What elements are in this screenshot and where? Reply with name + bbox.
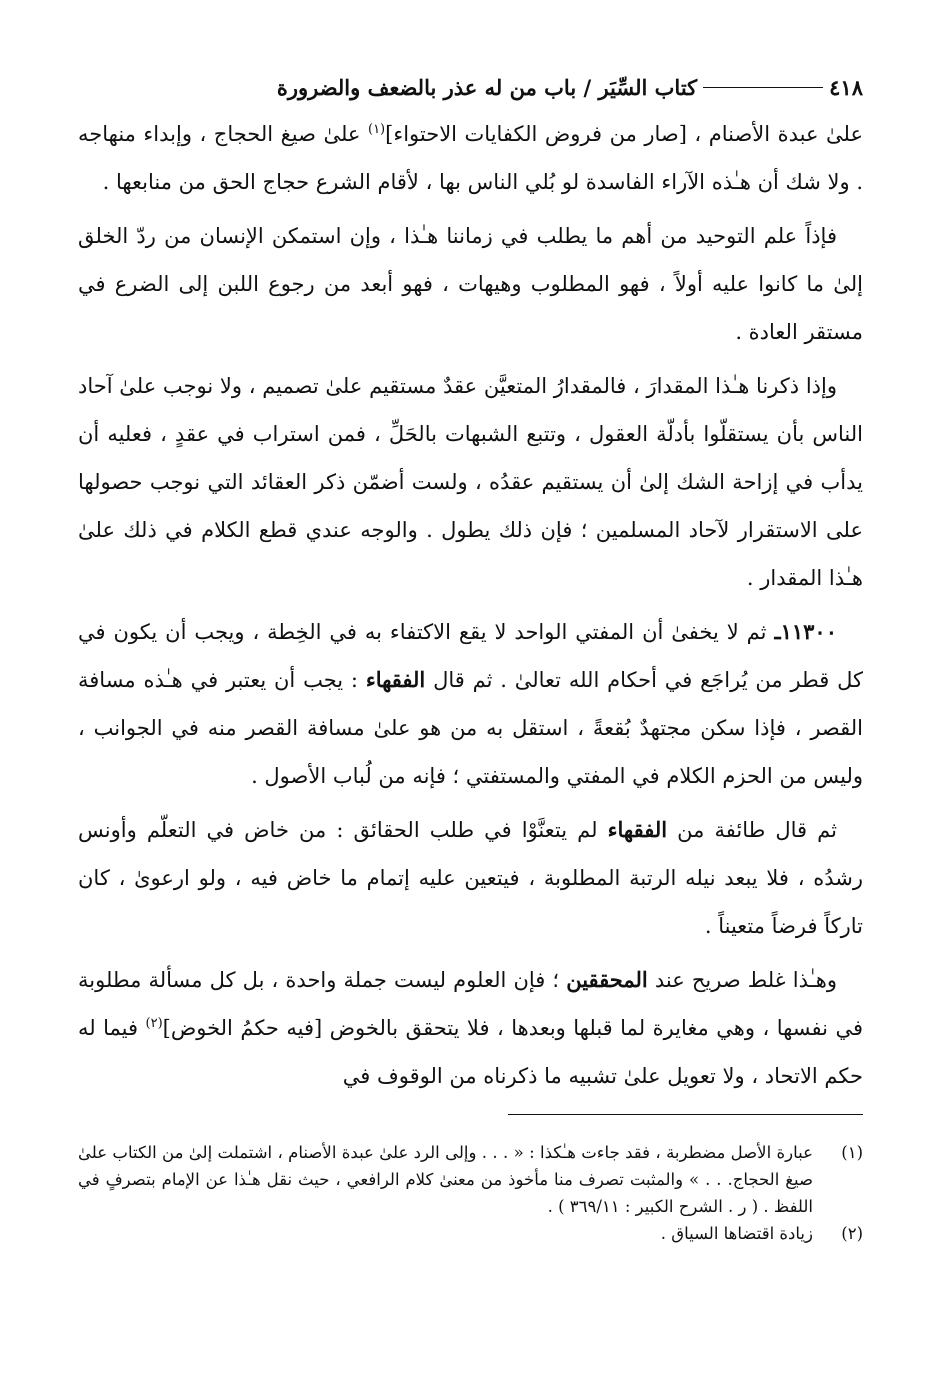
paragraph-2: فإذاً علم التوحيد من أهم ما يطلب في زماننا هـٰذا ، وإن استمكن الإنسان من ردّ الخلق إلىٰ ما كانوا عليه أولاً ، فهو المطلوب وهيهات ، فهو أبعد من رجوع اللبن إلى الضرع في مستقر العادة . [78,224,863,344]
footnote-reference-2[interactable]: (٢) [145,1016,163,1031]
paragraph-5: ثم قال طائفة من الفقهاء لم يتعنَّوْا في طلب الحقائق : من خاض في التعلّم وأونس رشدُه ، فلا يبعد نيله الرتبة المطلوبة ، فيتعين عليه إتمام ما خاض فيه ، ولو ارعوىٰ ، كان تاركاً فرضاً متعيناً . [78,817,863,938]
running-title: كتاب السِّيَر / باب من له عذر بالضعف والضرورة [276,74,698,100]
footnote-text: زيادة اقتضاها السياق . [660,1224,813,1243]
paragraph-6: وهـٰذا غلط صريح عند المحققين ؛ فإن العلوم ليست جملة واحدة ، بل كل مسألة مطلوبة في نفسها ، وهي مغايرة لما قبلها وبعدها ، فلا يتحقق بالخوض [فيه حكمُ الخوض]$^{(٢)}$ فيما له حكم الاتحاد ، ولا تعويل علىٰ تشبيه ما ذكرناه من الوقوف في [78,967,863,1088]
footnote-number: (١) [841,1143,863,1162]
footnote-number: (٢) [841,1224,863,1243]
paragraph-4: ١١٣٠٠ـ ثم لا يخفىٰ أن المفتي الواحد لا يقع الاكتفاء به في الخِطة ، ويجب أن يكون في كل قطر من يُراجَع في أحكام الله تعالىٰ . ثم قال الفقهاء : يجب أن يعتبر في هـٰذه مسافة القصر ، فإذا سكن مجتهدٌ بُقعةً ، استقل به من هو علىٰ مسافة القصر منه في الجوانب ، وليس من الحزم الكلام في المفتي والمستفتي ؛ فإنه من لُباب الأصول . [78,619,863,788]
footnotes [78,1139,863,1247]
page-number: ٤١٨ [829,74,863,100]
bold-term: الفقهاء [365,667,426,692]
page-header [78,64,863,110]
bold-term: المحققين [566,967,648,992]
bold-term: الفقهاء [607,817,668,842]
footnote-reference-1[interactable]: (١) [367,122,386,137]
footnote-text: عبارة الأصل مضطربة ، فقد جاءت هـٰكذا : « . . . وإلى الرد علىٰ عبدة الأصنام ، اشتملت إلىٰ من الكتاب علىٰ صيغ الحجاج. . . » والمثبت تصرف منا مأخوذ من معنىٰ كلام الرافعي ، حيث نقل هـٰذا عن الإمام بتصرفٍ في اللفظ . ( ر . الشرح الكبير : ٣٦٩/١١ ) . [78,1143,813,1216]
main-text [78,110,863,1100]
footnote-1 [78,1139,863,1220]
paragraph-3: وإذا ذكرنا هـٰذا المقدارَ ، فالمقدارُ المتعيَّن عقدٌ مستقيم علىٰ تصميم ، ولا نوجب علىٰ آحاد الناس بأن يستقلّوا بأدلّة العقول ، وتتبع الشبهات بالحَلِّ ، فمن استراب في عقدٍ ، فعليه أن يدأب في إزاحة الشك إلىٰ أن يستقيم عقدُه ، ولست أضمّن ذكر العقائد التي نوجب حصولها على الاستقرار لآحاد المسلمين ؛ فإن ذلك يطول . والوجه عندي قطع الكلام في ذلك علىٰ هـٰذا المقدار . [78,374,863,590]
header-rule [703,87,823,88]
issue-number: ١١٣٠٠ـ [774,619,837,644]
footnote-separator [508,1114,863,1115]
footnote-2 [78,1220,863,1247]
paragraph-1: علىٰ عبدة الأصنام ، [صار من فروض الكفايات الاحتواء]$^{(١)}$ علىٰ صيغ الحجاج ، وإبداء منهاجه . ولا شك أن هـٰذه الآراء الفاسدة لو بُلي الناس بها ، لأقام الشرع حجاج الحق من منابعها . [78,122,864,194]
book-page [78,64,863,1364]
